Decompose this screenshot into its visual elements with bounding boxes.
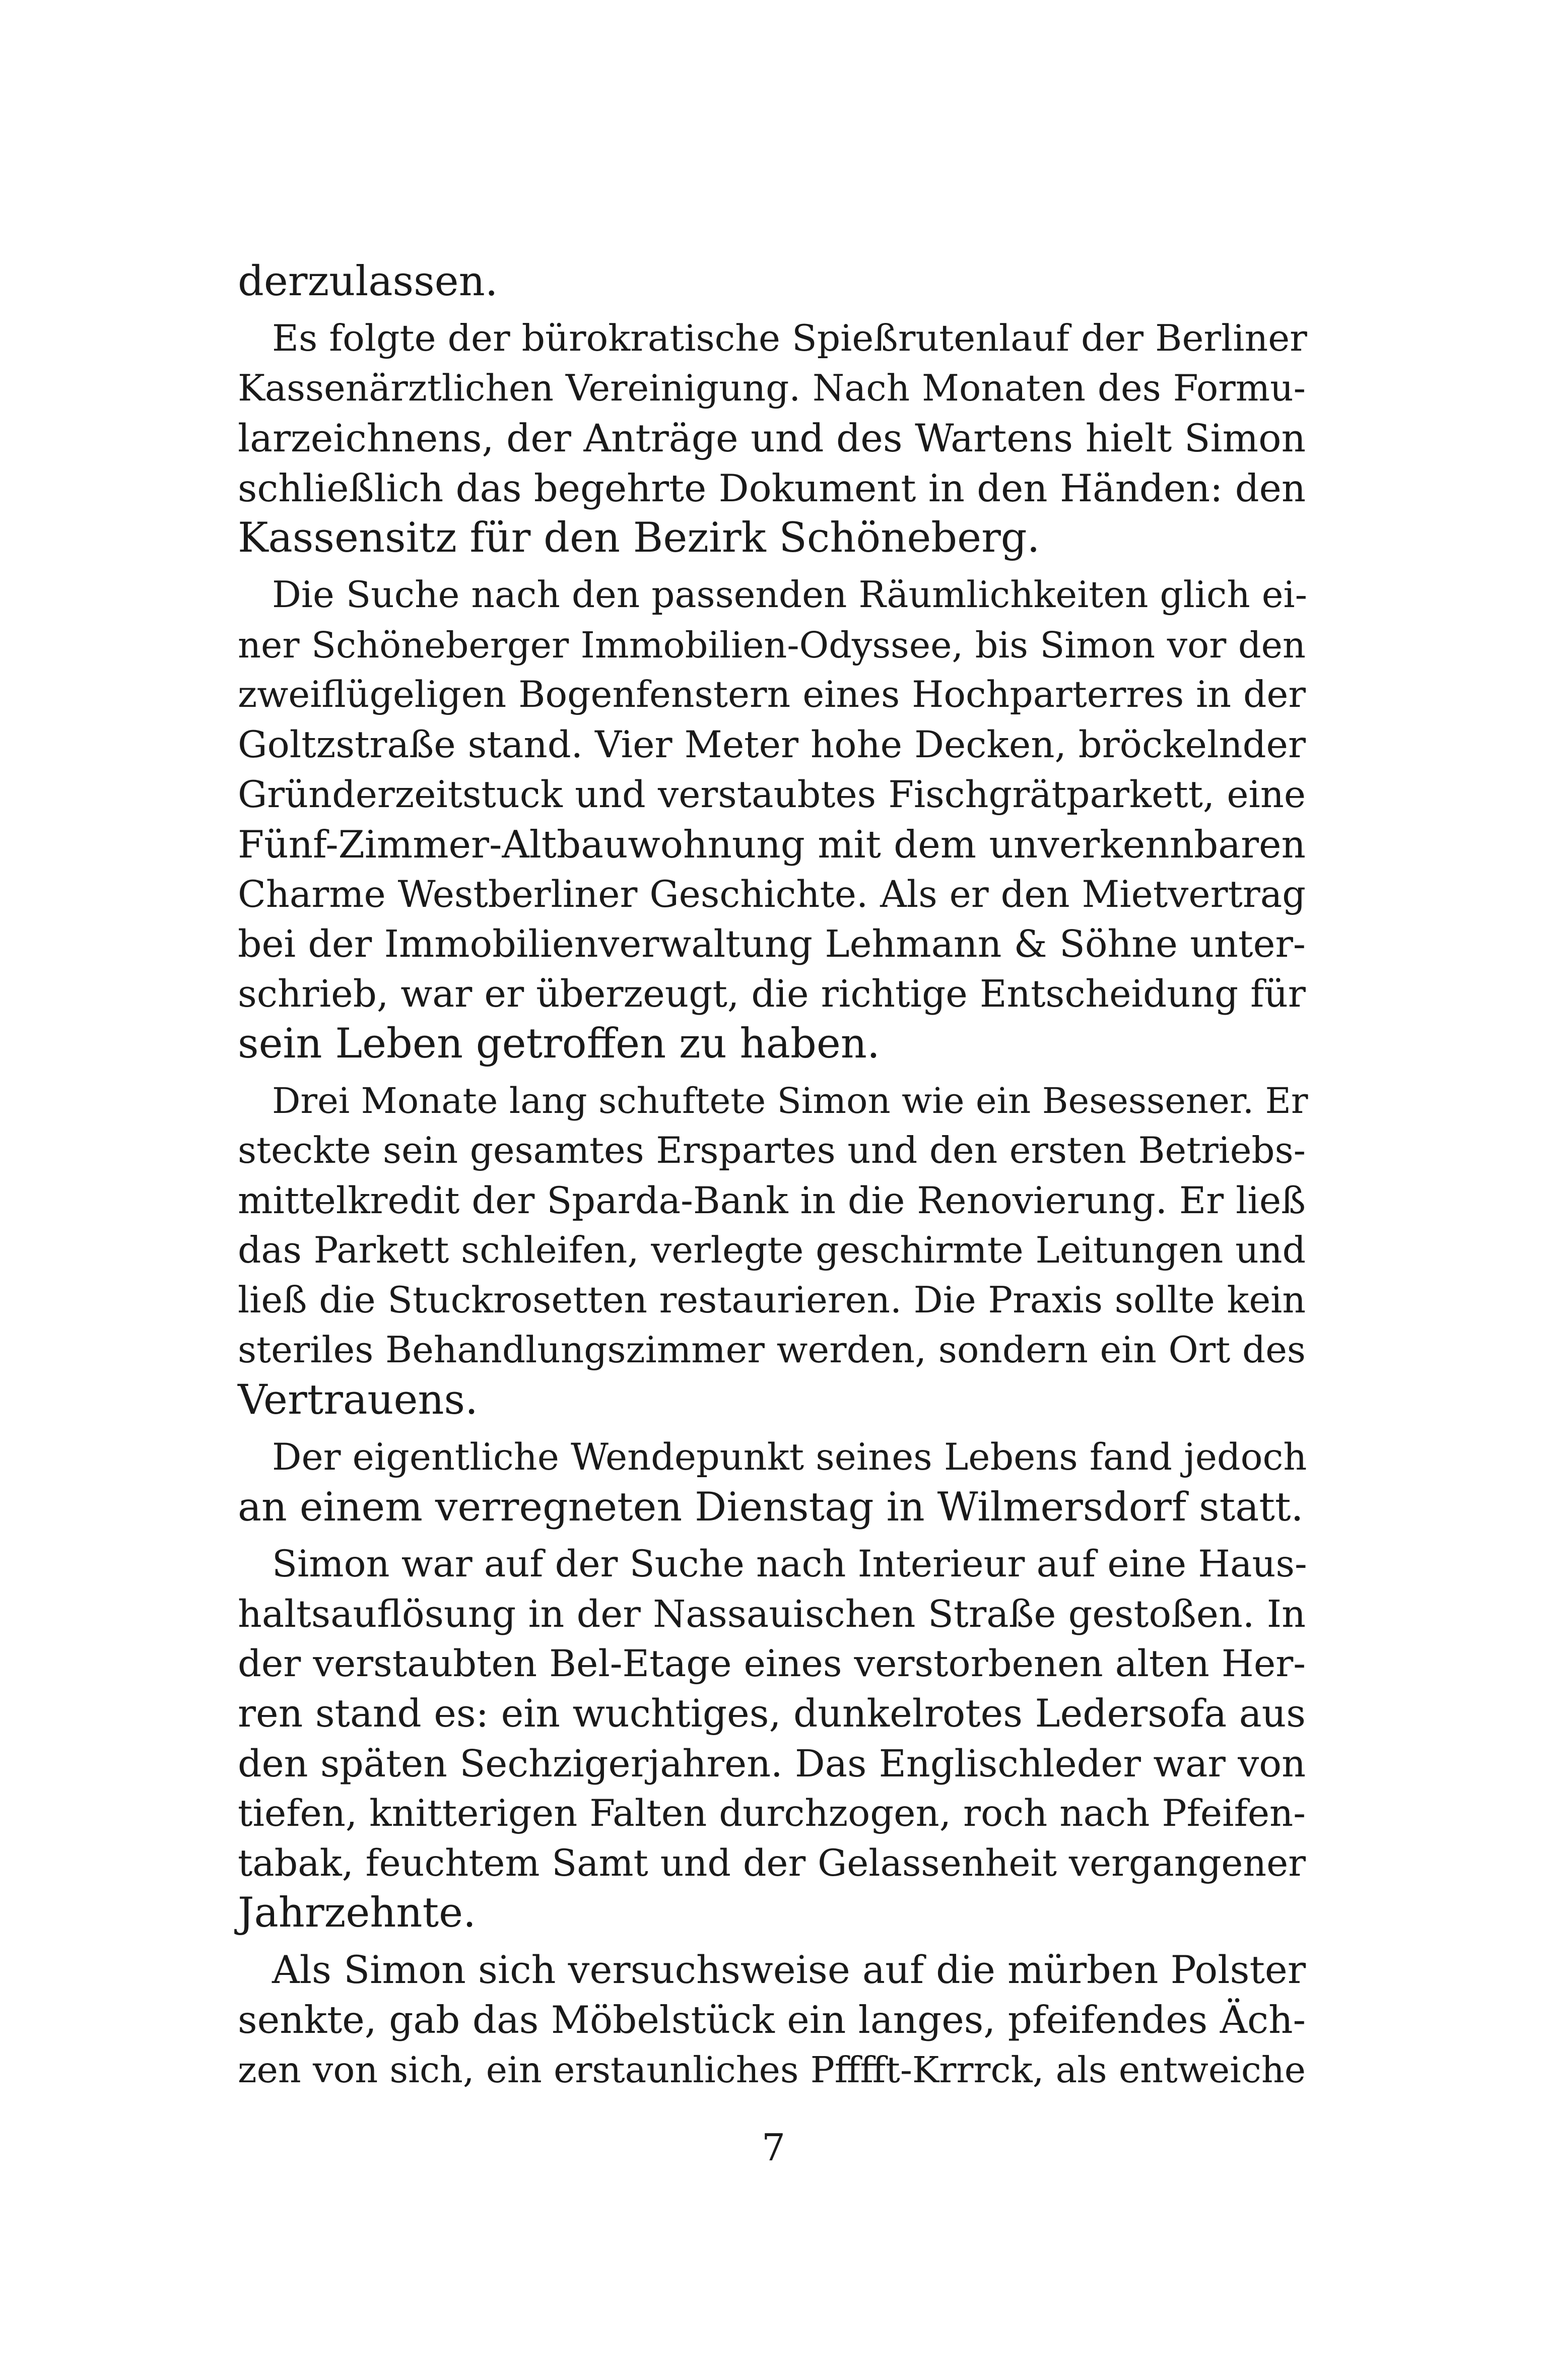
text-line: Der eigentliche Wendepunkt seines Lebens fand jedoch	[272, 1436, 1307, 1479]
text-line: bei der Immobilienverwaltung Lehmann & Söhne unter-	[238, 922, 1306, 966]
text-line: Vertrauens.	[238, 1376, 478, 1424]
text-line: sein Leben getroffen zu haben.	[238, 1020, 880, 1068]
text-line: steriles Behandlungszimmer werden, sondern ein Ort des	[238, 1329, 1306, 1371]
text-line: zweiflügeligen Bogenfenstern eines Hochparterres in der	[238, 674, 1306, 716]
text-line: ließ die Stuckrosetten restaurieren. Die Praxis sollte kein	[238, 1279, 1306, 1321]
text-line: mittelkredit der Sparda-Bank in die Renovierung. Er ließ	[238, 1179, 1306, 1222]
text-line: Gründerzeitstuck und verstaubtes Fischgrätparkett, eine	[238, 773, 1306, 816]
text-line: den späten Sechzigerjahren. Das Englischleder war von	[238, 1742, 1306, 1786]
text-line: tabak, feuchtem Samt und der Gelassenheit vergangener	[238, 1842, 1306, 1885]
text-line: larzeichnens, der Anträge und des Wartens hielt Simon	[238, 416, 1306, 460]
text-line: Drei Monate lang schuftete Simon wie ein Besessener. Er	[272, 1080, 1308, 1121]
text-line: zen von sich, ein erstaunliches Pfffft-Krrrck, als entweiche	[238, 2049, 1306, 2091]
text-line: senkte, gab das Möbelstück ein langes, pfeifendes Äch-	[238, 1998, 1306, 2042]
text-line: Fünf-Zimmer-Altbauwohnung mit dem unverkennbaren	[238, 822, 1306, 867]
text-line: Jahrzehnte.	[238, 1889, 476, 1937]
text-line: Es folgte der bürokratische Spießrutenlauf der Berliner	[272, 317, 1307, 360]
text-line: Goltzstraße stand. Vier Meter hohe Decken, bröckelnder	[238, 723, 1306, 766]
body-text	[238, 257, 1306, 2095]
text-line: schließlich das begehrte Dokument in den Händen: den	[238, 467, 1306, 510]
text-line: ren stand es: ein wuchtiges, dunkelrotes Ledersofa aus	[238, 1691, 1306, 1736]
text-line: das Parkett schleifen, verlegte geschirmte Leitungen und	[238, 1229, 1306, 1272]
text-line: ner Schöneberger Immobilien-Odyssee, bis Simon vor den	[238, 624, 1306, 666]
text-line: Charme Westberliner Geschichte. Als er den Mietvertrag	[238, 873, 1306, 916]
text-line: Kassensitz für den Bezirk Schöneberg.	[238, 514, 1040, 562]
text-line: Als Simon sich versuchsweise auf die mürben Polster	[272, 1948, 1306, 1992]
text-line: haltsauflösung in der Nassauischen Straße gestoßen. In	[238, 1592, 1306, 1636]
text-line: Kassenärztlichen Vereinigung. Nach Monaten des Formu-	[238, 367, 1306, 410]
text-line: an einem verregneten Dienstag in Wilmersdorf statt.	[238, 1484, 1304, 1530]
text-line: der verstaubten Bel-Etage eines verstorbenen alten Her-	[238, 1642, 1306, 1685]
page-number: 7	[761, 2126, 786, 2169]
text-line: steckte sein gesamtes Erspartes und den ersten Betriebs-	[238, 1130, 1306, 1172]
text-line: derzulassen.	[238, 258, 498, 305]
text-line: Simon war auf der Suche nach Interieur auf eine Haus-	[272, 1543, 1307, 1585]
text-line: tiefen, knitterigen Falten durchzogen, roch nach Pfeifen-	[238, 1792, 1306, 1835]
text-line: schrieb, war er überzeugt, die richtige Entscheidung für	[238, 973, 1306, 1016]
text-line: Die Suche nach den passenden Räumlichkeiten glich ei-	[272, 574, 1307, 616]
